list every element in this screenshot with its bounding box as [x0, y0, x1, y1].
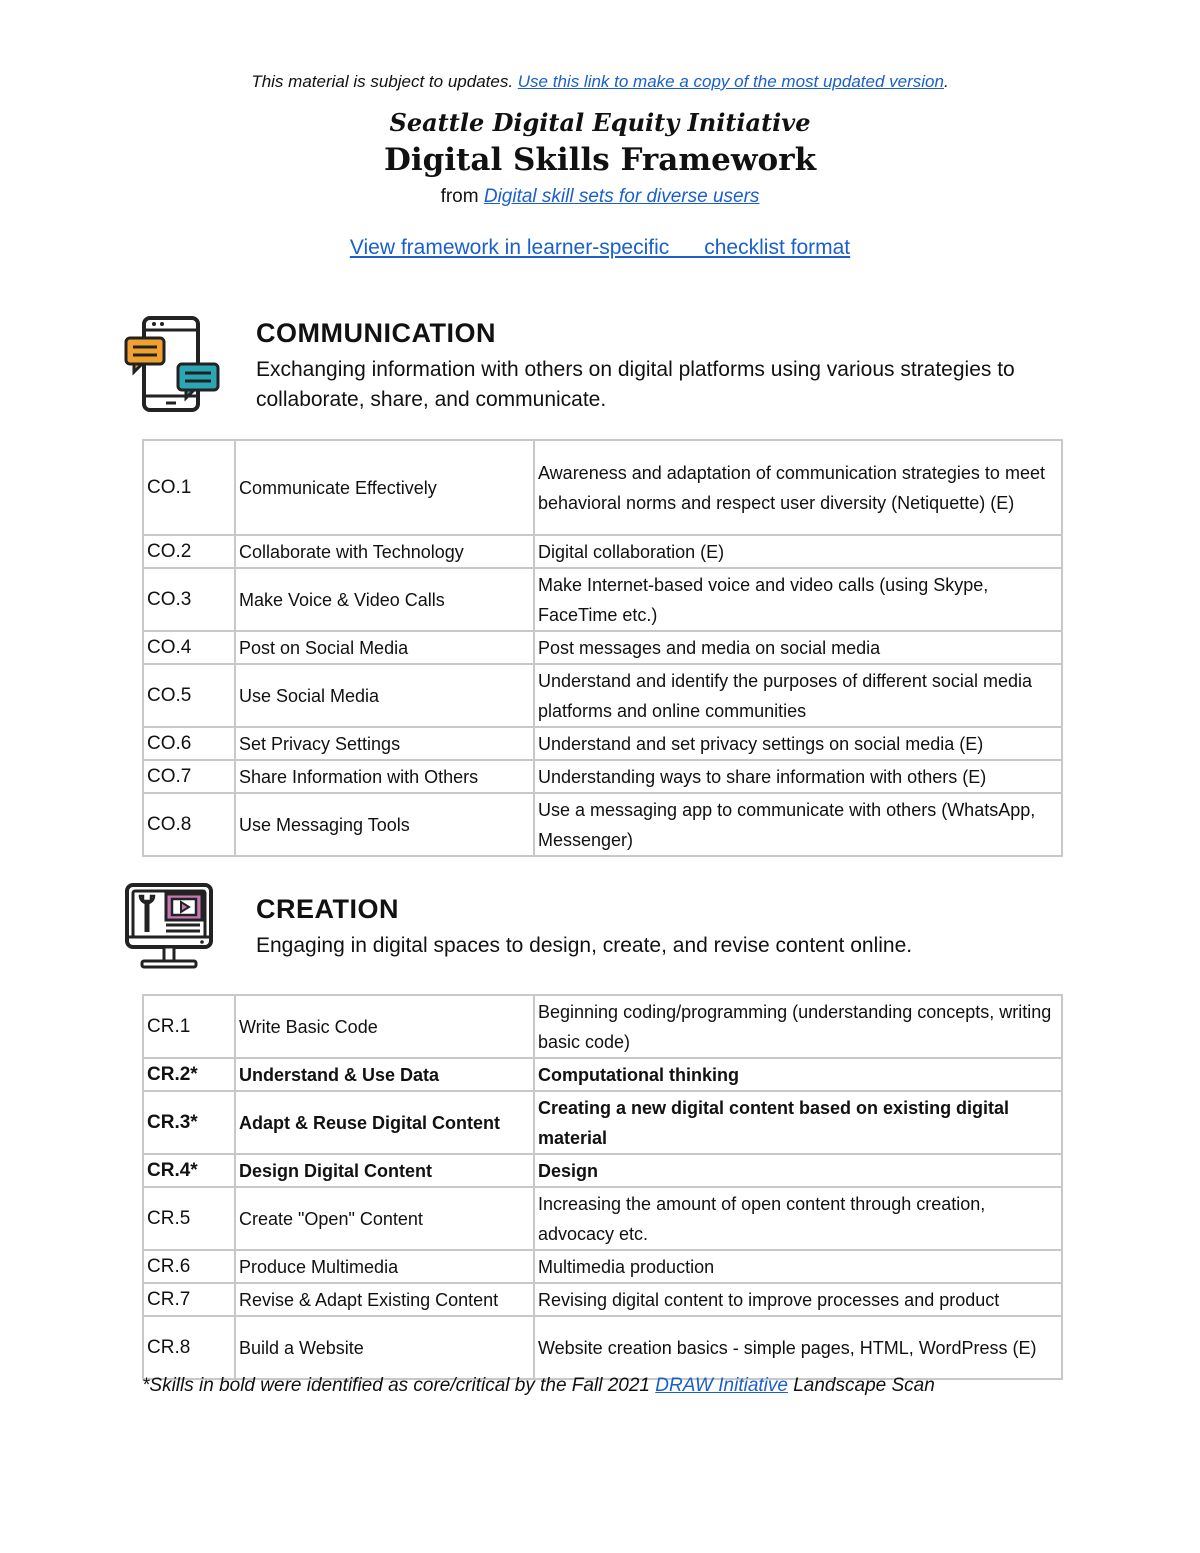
- creation-description: Engaging in digital spaces to design, create, and revise content online.: [256, 934, 913, 957]
- notice-end: .: [943, 72, 949, 91]
- skill-code: CR.4*: [143, 1154, 235, 1187]
- skill-name: Understand & Use Data: [235, 1058, 534, 1091]
- table-row: [143, 995, 1062, 1058]
- table-row: [143, 727, 1062, 760]
- footnote: [142, 1375, 935, 1397]
- skill-description: Understand and set privacy settings on social media (E): [534, 727, 1062, 760]
- skill-name: Communicate Effectively: [235, 440, 534, 535]
- table-row: [143, 664, 1062, 727]
- skill-name: Use Messaging Tools: [235, 793, 534, 856]
- communication-description: Exchanging information with others on digital platforms using various strategies to collaborate, share, and communicate.: [256, 358, 1015, 411]
- table-row: [143, 1154, 1062, 1187]
- skill-name: Use Social Media: [235, 664, 534, 727]
- skill-description: Make Internet-based voice and video calls (using Skype, FaceTime etc.): [534, 568, 1062, 631]
- skill-code: CO.8: [143, 793, 235, 856]
- skill-code: CR.2*: [143, 1058, 235, 1091]
- notice-text: This material is subject to updates.: [251, 72, 514, 91]
- skill-code: CO.2: [143, 535, 235, 568]
- footnote-text: *Skills in bold were identified as core/critical by the Fall 2021: [142, 1375, 650, 1396]
- skill-code: CR.5: [143, 1187, 235, 1250]
- skill-name: Revise & Adapt Existing Content: [235, 1283, 534, 1316]
- skill-description: Use a messaging app to communicate with others (WhatsApp, Messenger): [534, 793, 1062, 856]
- footnote-end: Landscape Scan: [793, 1375, 935, 1396]
- source-link[interactable]: Digital skill sets for diverse users: [483, 186, 760, 207]
- table-row: [143, 440, 1062, 535]
- skill-description: Post messages and media on social media: [534, 631, 1062, 664]
- table-row: [143, 568, 1062, 631]
- draw-initiative-link[interactable]: DRAW Initiative: [655, 1375, 788, 1396]
- page-title: Digital Skills Framework: [383, 142, 817, 178]
- table-row: [143, 1091, 1062, 1154]
- skill-name: Set Privacy Settings: [235, 727, 534, 760]
- skill-description: Creating a new digital content based on existing digital material: [534, 1091, 1062, 1154]
- skill-description: Awareness and adaptation of communication strategies to meet behavioral norms and respect user diversity (Netiquette) (E): [534, 440, 1062, 535]
- skill-name: Collaborate with Technology: [235, 535, 534, 568]
- skill-description: Design: [534, 1154, 1062, 1187]
- table-row: [143, 1250, 1062, 1283]
- skill-code: CO.7: [143, 760, 235, 793]
- table-row: [143, 1316, 1062, 1379]
- skill-code: CO.4: [143, 631, 235, 664]
- skill-name: Design Digital Content: [235, 1154, 534, 1187]
- skill-code: CR.1: [143, 995, 235, 1058]
- skill-code: CO.6: [143, 727, 235, 760]
- skill-code: CR.8: [143, 1316, 235, 1379]
- skill-code: CR.7: [143, 1283, 235, 1316]
- source-line: [0, 186, 1200, 208]
- skill-name: Write Basic Code: [235, 995, 534, 1058]
- skill-code: CO.3: [143, 568, 235, 631]
- table-row: [143, 1058, 1062, 1091]
- skill-description: Revising digital content to improve processes and product: [534, 1283, 1062, 1316]
- org-name: Seattle Digital Equity Initiative: [389, 108, 811, 137]
- skill-code: CO.5: [143, 664, 235, 727]
- skill-description: Increasing the amount of open content through creation, advocacy etc.: [534, 1187, 1062, 1250]
- skill-name: Share Information with Others: [235, 760, 534, 793]
- smartphone-chat-icon: [124, 314, 220, 414]
- skill-code: CR.6: [143, 1250, 235, 1283]
- table-row: [143, 1283, 1062, 1316]
- table-row: [143, 535, 1062, 568]
- monitor-tools-video-icon: [124, 882, 214, 972]
- skill-code: CR.3*: [143, 1091, 235, 1154]
- update-notice: [0, 72, 1200, 92]
- skill-name: Adapt & Reuse Digital Content: [235, 1091, 534, 1154]
- skill-description: Multimedia production: [534, 1250, 1062, 1283]
- skill-description: Understanding ways to share information with others (E): [534, 760, 1062, 793]
- view-framework-link[interactable]: View framework in learner-specific checklist format: [349, 236, 851, 259]
- creation-table: [142, 994, 1063, 1380]
- communication-table: [142, 439, 1063, 857]
- copy-link[interactable]: Use this link to make a copy of the most updated version: [517, 72, 944, 91]
- table-row: [143, 1187, 1062, 1250]
- skill-description: Website creation basics - simple pages, HTML, WordPress (E): [534, 1316, 1062, 1379]
- skill-name: Make Voice & Video Calls: [235, 568, 534, 631]
- table-row: [143, 793, 1062, 856]
- skill-name: Create "Open" Content: [235, 1187, 534, 1250]
- creation-title: CREATION: [256, 894, 399, 924]
- communication-title: COMMUNICATION: [256, 318, 496, 348]
- table-row: [143, 631, 1062, 664]
- skill-name: Post on Social Media: [235, 631, 534, 664]
- skill-name: Build a Website: [235, 1316, 534, 1379]
- from-label: from: [440, 186, 479, 207]
- skill-description: Digital collaboration (E): [534, 535, 1062, 568]
- skill-description: Beginning coding/programming (understanding concepts, writing basic code): [534, 995, 1062, 1058]
- skill-code: CO.1: [143, 440, 235, 535]
- skill-description: Understand and identify the purposes of different social media platforms and online communities: [534, 664, 1062, 727]
- skill-name: Produce Multimedia: [235, 1250, 534, 1283]
- view-framework-line: [0, 236, 1200, 260]
- skill-description: Computational thinking: [534, 1058, 1062, 1091]
- table-row: [143, 760, 1062, 793]
